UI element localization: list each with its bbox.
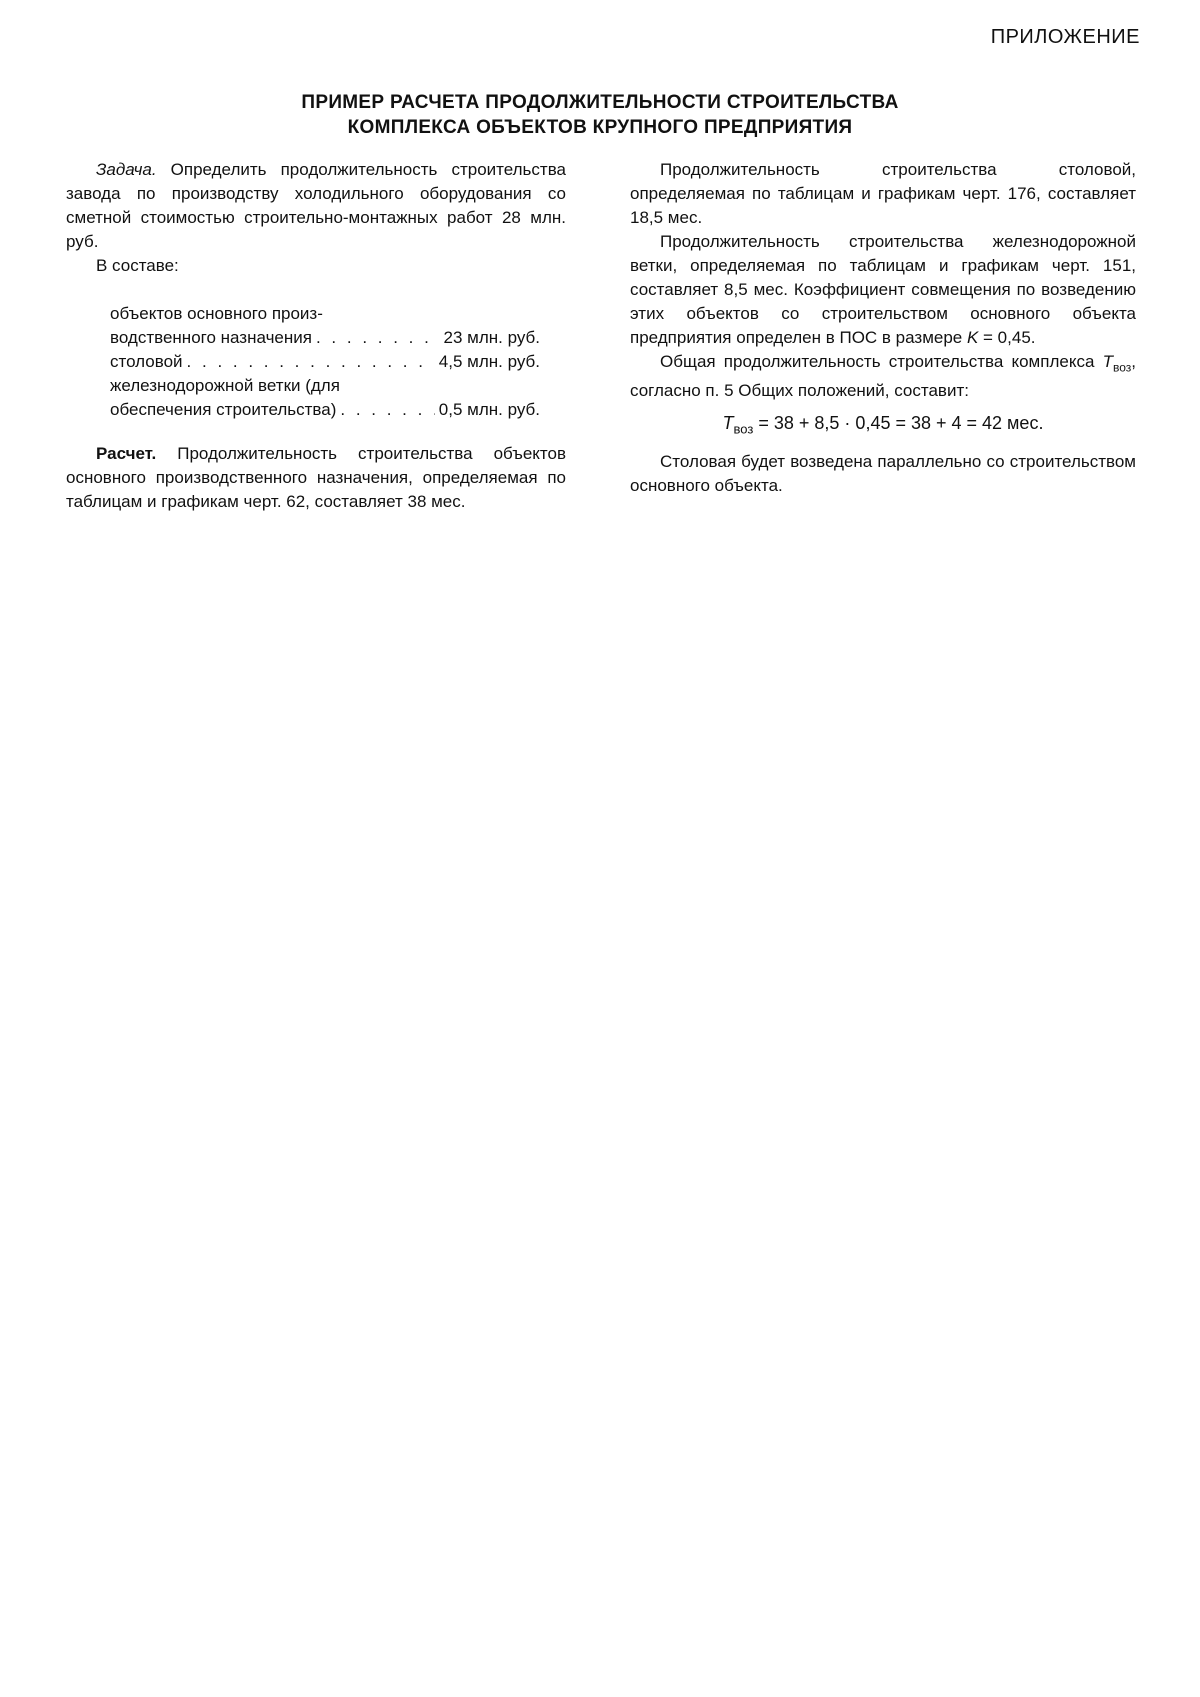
leader-dots	[187, 350, 435, 374]
tvoz-symbol	[1102, 352, 1132, 375]
composition-item-3-value: 0,5 млн. руб.	[438, 400, 540, 419]
composition-item-2-value: 4,5 млн. руб.	[438, 352, 540, 371]
composition-item-1	[110, 326, 540, 350]
page-title-line-1: ПРИМЕР РАСЧЕТА ПРОДОЛЖИТЕЛЬНОСТИ СТРОИТЕЛЬСТВА	[301, 92, 899, 113]
canteen-duration-paragraph: Продолжительность строительства столовой, определяемая по таблицам и графикам черт. 176, составляет 18,5 мес.	[630, 160, 1136, 227]
calculation-lead: Расчет.	[96, 444, 157, 463]
total-duration-paragraph	[630, 350, 1136, 403]
composition-item-2	[110, 350, 540, 374]
formula-subscript: воз	[733, 421, 754, 437]
composition-item-1-name: водственного назначения	[110, 328, 312, 347]
total-text-before: Общая продолжительность строительства комплекса	[660, 352, 1103, 371]
composition-item-3-name: обеспечения строительства)	[110, 400, 337, 419]
page-title	[0, 90, 1200, 140]
composition-item-2-name: столовой	[110, 352, 183, 371]
page-title-line-2: КОМПЛЕКСА ОБЪЕКТОВ КРУПНОГО ПРЕДПРИЯТИЯ	[347, 117, 853, 138]
railway-duration-paragraph	[630, 230, 1136, 350]
tvoz-subscript: воз	[1112, 360, 1132, 375]
railway-text: Продолжительность строительства железнодорожной ветки, определяемая по таблицам и графикам черт. 151, составляет 8,5 мес. Коэффициент совмещения по возведению этих объектов со строительством основного объекта предприятия определен в ПОС в размере	[630, 232, 1136, 347]
composition-intro: В составе:	[96, 256, 179, 275]
task-paragraph	[66, 158, 566, 254]
task-lead: Задача.	[96, 160, 157, 179]
total-text-after: , согласно п. 5 Общих положений, составит:	[630, 352, 1136, 401]
appendix-label: ПРИЛОЖЕНИЕ	[990, 26, 1140, 48]
composition-item-3-line-1: железнодорожной ветки (для	[110, 376, 340, 395]
k-symbol: K	[966, 328, 979, 347]
leader-dots	[316, 326, 440, 350]
composition-item-3	[110, 398, 540, 422]
composition-item-1-line-1: объектов основного произ-	[110, 304, 323, 323]
right-column	[630, 158, 1136, 498]
leader-dots	[340, 398, 434, 422]
calculation-paragraph	[66, 442, 566, 514]
formula-symbol: T	[722, 413, 734, 434]
calculation-text: Продолжительность строительства объектов основного производственного назначения, определяемая по таблицам и графикам черт. 62, составляет 38 мес.	[66, 444, 566, 511]
task-text: Определить продолжительность строительства завода по производству холодильного оборудования со сметной стоимостью строительно-монтажных работ 28 млн. руб.	[66, 160, 566, 251]
composition-list	[110, 302, 540, 422]
k-value: = 0,45.	[978, 328, 1036, 347]
formula-expression: = 38 + 8,5 · 0,45 = 38 + 4 = 42 мес.	[753, 413, 1044, 434]
canteen-parallel-paragraph: Столовая будет возведена параллельно со строительством основного объекта.	[630, 451, 1136, 495]
left-column	[66, 158, 566, 514]
duration-formula	[630, 411, 1136, 442]
tvoz-letter: T	[1102, 352, 1113, 371]
composition-item-1-value: 23 млн. руб.	[443, 328, 540, 347]
